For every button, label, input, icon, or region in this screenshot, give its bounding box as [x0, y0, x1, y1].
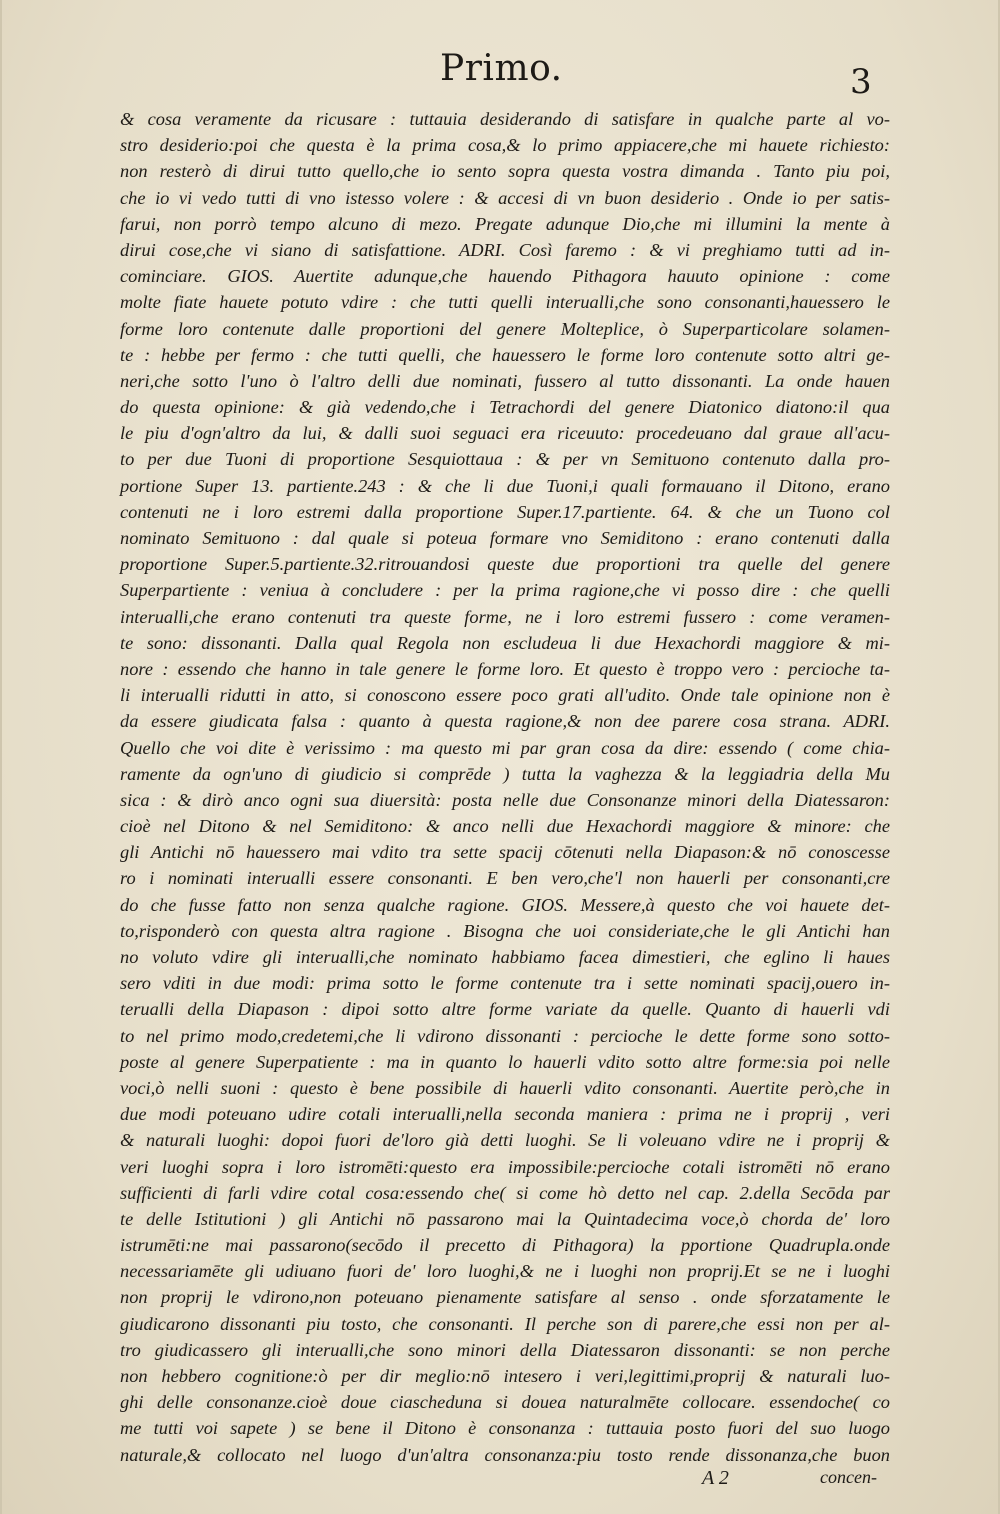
text-line: stro desiderio:poi che questa è la prima cosa,& lo primo appiacere,che mi hauete richiesto:	[120, 135, 890, 156]
text-line: sica : & dirò anco ogni sua diuersità: posta nelle due Consonanze minori della Diatessaron:	[120, 789, 890, 810]
text-line: nominato Semituono : dal quale si poteua formare vno Semiditono : erano contenuti dalla	[120, 528, 890, 548]
text-line: terualli della Diapason : dipoi sotto altre forme variate da quelle. Quanto di hauerli vdi	[120, 999, 890, 1020]
text-line: giudicarono dissonanti piu tosto, che consonanti. Il perche son di parere,che essi non per al-	[120, 1313, 890, 1334]
text-line: cioè nel Ditono & nel Semiditono: & anco nelli due Hexachordi maggiore & minore: che	[120, 816, 890, 837]
text-line: neri,che sotto l'uno ò l'altro delli due nominati, fussero al tutto dissonanti. La onde hauen	[120, 370, 890, 391]
text-line: ro i nominati interualli essere consonanti. E ben vero,che'l non hauerli per consonanti,cre	[120, 868, 890, 889]
text-line: no voluto vdire gli interualli,che nominato habbiamo facea dimestieri, che eglino li haues	[120, 947, 890, 967]
text-line: me tutti voi sapete ) se bene il Ditono è consonanza : tuttauia posto fuori del suo luogo	[120, 1418, 890, 1439]
text-line: da essere giudicata falsa : quanto à questa ragione,& non dee parere cosa strana. ADRI.	[120, 711, 890, 732]
text-line: gli Antichi nō hauessero mai vdito tra sette spacij cōtenuti nella Diapason:& nō conoscesse	[120, 842, 890, 863]
text-line: cominciare. GIOS. Auertite adunque,che hauendo Pithagora hauuto opinione : come	[120, 266, 890, 287]
text-line: li interualli ridutti in atto, si conoscono essere poco grati all'udito. Onde tale opinione non è	[120, 685, 890, 706]
text-line: naturale,& collocato nel luogo d'un'altra consonanza:piu tosto rende dissonanza,che buon	[120, 1444, 890, 1465]
text-line: to nel primo modo,credetemi,che li vdirono dissonanti : percioche le dette forme sono sotto-	[120, 1025, 890, 1046]
text-line: tro giudicassero gli interualli,che sono minori della Diatessaron dissonanti: se non perche	[120, 1339, 890, 1360]
text-line: due modi poteuano udire cotali interualli,nella seconda maniera : prima ne i proprij , veri	[120, 1104, 890, 1125]
text-line: te : hebbe per fermo : che tutti quelli, che hauessero le forme loro contenute sotto altri ge-	[120, 344, 890, 365]
text-line: proportione Super.5.partiente.32.ritrouandosi queste due proportioni tra quelle del genere	[120, 554, 890, 575]
text-line: te delle Istitutioni ) gli Antichi nō passarono mai la Quintadecima voce,ò chorda de' loro	[120, 1208, 890, 1229]
text-line: ghi delle consonanze.cioè doue ciascheduna si doueа naturalmēte collocare. essendoche( co	[120, 1392, 890, 1413]
text-line: necessariamēte gli udiuano fuori de' loro luoghi,& ne i luoghi non proprij.Et se ne i luoghi	[120, 1261, 890, 1282]
signature-mark: A 2	[702, 1467, 729, 1489]
text-line: & cosa veramente da ricusare : tuttauia desiderando di satisfare in qualche parte al vo-	[120, 109, 890, 129]
text-line: Superpartiente : veniua à concludere : per la prima ragione,che vi posso dire : che quelli	[120, 580, 890, 601]
text-line: non resterò di dirui tutto quello,che io sento sopra questa vostra dimanda . Tanto piu poi,	[120, 161, 890, 182]
text-line: forme loro contenute dalle proportioni del genere Molteplice, ò Superparticolare solamen-	[120, 318, 890, 339]
running-head: Primo.	[440, 48, 563, 89]
text-line: interualli,che erano contenuti tra queste forme, ne i loro estremi fussero : come veramen-	[120, 606, 890, 627]
text-line: do che fusse fatto non senza qualche ragione. GIOS. Messere,à questo che voi hauete det-	[120, 894, 890, 915]
text-line: farui, non porrò tempo alcuno di mezo. Pregate adunque Dio,che mi illumini la mente à	[120, 213, 890, 234]
text-line: Quello che voi dite è verissimo : ma questo mi par gran cosa da dire: essendo ( come chia-	[120, 737, 890, 758]
text-line: le piu d'ogn'altro da lui, & dalli suoi seguaci era riceuuto: procedeuano dal graue all'acu-	[120, 423, 890, 444]
catchword: concen-	[820, 1467, 877, 1487]
text-line: che io vi vedo tutti di vno istesso volere : & accesi di vn buon desiderio . Onde io per satis-	[120, 187, 890, 208]
text-line: te sono: dissonanti. Dalla qual Regola non escludeua li due Hexachordi maggiore & mi-	[120, 632, 890, 653]
text-line: to per due Tuoni di proportione Sesquiottaua : & per vn Semituono contenuto dalla pro-	[120, 449, 890, 470]
body-text	[120, 106, 890, 1468]
text-line: veri luoghi sopra i loro istromēti:questo era impossibile:percioche cotali istromēti nō erano	[120, 1156, 890, 1177]
text-line: portione Super 13. partiente.243 : & che li due Tuoni,i quali formauano il Ditono, erano	[120, 475, 890, 496]
text-line: & naturali luoghi: dopoi fuori de'loro già detti luoghi. Se li voleuano vdire ne i proprij &	[120, 1130, 890, 1151]
text-line: to,risponderò con questa altra ragione . Bisogna che uoi consideriate,che le gli Antichi han	[120, 920, 890, 941]
text-line: sufficienti di farli vdire cotal cosa:essendo che( si come hò detto nel cap. 2.della Secōda par	[120, 1182, 890, 1203]
text-line: non proprij le vdirono,non poteuano pienamente satisfare al senso . onde sforzatamente le	[120, 1287, 890, 1308]
text-line: dirui cose,che vi siano di satisfattione. ADRI. Così faremo : & vi preghiamo tutti ad in-	[120, 239, 890, 260]
text-line: non hebbero cognitione:ò per dir meglio:nō intesero i veri,legittimi,proprij & naturali luo-	[120, 1366, 890, 1386]
text-line: poste al genere Superpatiente : ma in quanto lo hauerli vdito sotto altre forme:sia poi nelle	[120, 1051, 890, 1072]
text-line: istrumēti:ne mai passarono(secōdo il precetto di Pithagora) la pportione Quadrupla.onde	[120, 1235, 890, 1256]
text-line: nore : essendo che hanno in tale genere le forme loro. Et questo è troppo vero : percioche ta-	[120, 658, 890, 679]
page-number: 3	[850, 62, 872, 102]
text-line: sero vditi in due modi: prima sotto le forme contenute tra i sette nominati spacij,ouero in-	[120, 973, 890, 994]
text-line: voci,ò nelli suoni : questo è bene possibile di hauerli vdito consonanti. Auertite però,che in	[120, 1077, 890, 1098]
text-line: molte fiate hauete potuto vdire : che tutti quelli interualli,che sono consonanti,hauessero le	[120, 292, 890, 313]
text-line: do questa opinione: & già vedendo,che i Tetrachordi del genere Diatonico diatono:il qua	[120, 397, 890, 418]
text-line: ramente da ogn'uno di giudicio si comprēde ) tutta la vaghezza & la leggiadria della Mu	[120, 763, 890, 784]
text-line: contenuti ne i loro estremi dalla proportione Super.17.partiente. 64. & che un Tuono col	[120, 501, 890, 522]
